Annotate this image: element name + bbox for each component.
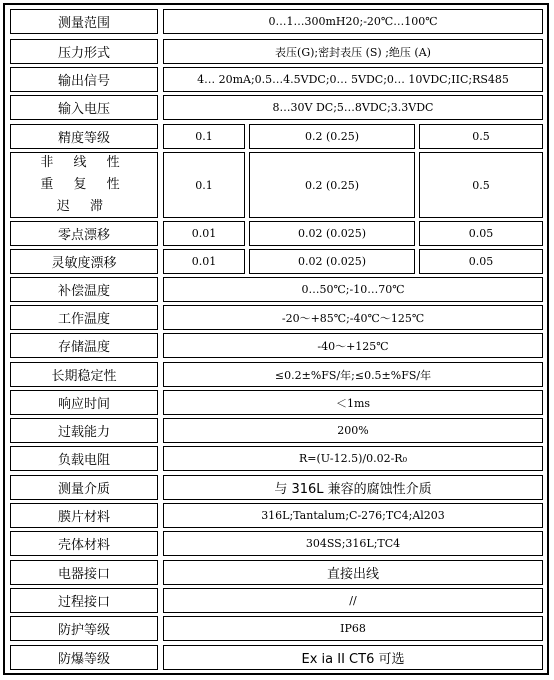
row-value: 304SS;316L;TC4 bbox=[163, 531, 543, 556]
row-label: 精度等级 bbox=[10, 124, 158, 149]
row-value: -20～+85℃;-40℃～125℃ bbox=[163, 305, 543, 330]
row-value: 0.2 (0.25) bbox=[249, 152, 415, 218]
row-label-line: 重 复 性 bbox=[40, 177, 128, 192]
row-value: 200% bbox=[163, 418, 543, 443]
row-value: IP68 bbox=[163, 616, 543, 641]
row-value: 0.05 bbox=[419, 221, 543, 246]
row-label: 膜片材料 bbox=[10, 503, 158, 528]
row-value: 0.01 bbox=[163, 221, 245, 246]
row-value: 表压(G);密封表压 (S) ;绝压 (A) bbox=[163, 39, 543, 64]
row-label-stack bbox=[10, 152, 158, 218]
row-value: 8…30V DC;5…8VDC;3.3VDC bbox=[163, 95, 543, 120]
row-label: 过程接口 bbox=[10, 588, 158, 613]
row-value: 0.02 (0.025) bbox=[249, 249, 415, 274]
row-label: 压力形式 bbox=[10, 39, 158, 64]
row-label: 电器接口 bbox=[10, 560, 158, 585]
row-label: 存储温度 bbox=[10, 333, 158, 358]
row-label: 输出信号 bbox=[10, 67, 158, 92]
row-value: ≤0.2±%FS/年;≤0.5±%FS/年 bbox=[163, 362, 543, 387]
row-value: -40～+125℃ bbox=[163, 333, 543, 358]
row-value: 0…50℃;-10…70℃ bbox=[163, 277, 543, 302]
row-value: ＜1ms bbox=[163, 390, 543, 415]
row-label: 过载能力 bbox=[10, 418, 158, 443]
row-label: 补偿温度 bbox=[10, 277, 158, 302]
row-label: 防护等级 bbox=[10, 616, 158, 641]
row-value: 0.02 (0.025) bbox=[249, 221, 415, 246]
row-label: 工作温度 bbox=[10, 305, 158, 330]
row-label: 防爆等级 bbox=[10, 645, 158, 670]
row-label-line: 迟 滞 bbox=[56, 199, 112, 214]
row-value: 0.01 bbox=[163, 249, 245, 274]
row-value: 0.1 bbox=[163, 124, 245, 149]
row-value: R=(U-12.5)/0.02-R₀ bbox=[163, 446, 543, 471]
row-value: 0…1…300mH20;-20℃…100℃ bbox=[163, 9, 543, 34]
row-value: 0.05 bbox=[419, 249, 543, 274]
row-value: 0.5 bbox=[419, 124, 543, 149]
row-value: Ex ia II CT6 可选 bbox=[163, 645, 543, 670]
row-label-line: 非 线 性 bbox=[40, 155, 128, 170]
row-value: // bbox=[163, 588, 543, 613]
row-label: 响应时间 bbox=[10, 390, 158, 415]
row-value: 0.2 (0.25) bbox=[249, 124, 415, 149]
row-value: 直接出线 bbox=[163, 560, 543, 585]
row-label: 壳体材料 bbox=[10, 531, 158, 556]
row-value: 与 316L 兼容的腐蚀性介质 bbox=[163, 475, 543, 500]
row-value: 0.5 bbox=[419, 152, 543, 218]
row-label: 测量范围 bbox=[10, 9, 158, 34]
row-label: 输入电压 bbox=[10, 95, 158, 120]
row-label: 测量介质 bbox=[10, 475, 158, 500]
row-value: 316L;Tantalum;C-276;TC4;Al203 bbox=[163, 503, 543, 528]
row-value: 0.1 bbox=[163, 152, 245, 218]
row-label: 长期稳定性 bbox=[10, 362, 158, 387]
row-label: 负载电阻 bbox=[10, 446, 158, 471]
row-value: 4… 20mA;0.5…4.5VDC;0… 5VDC;0… 10VDC;IIC;RS485 bbox=[163, 67, 543, 92]
row-label: 零点漂移 bbox=[10, 221, 158, 246]
row-label: 灵敏度漂移 bbox=[10, 249, 158, 274]
